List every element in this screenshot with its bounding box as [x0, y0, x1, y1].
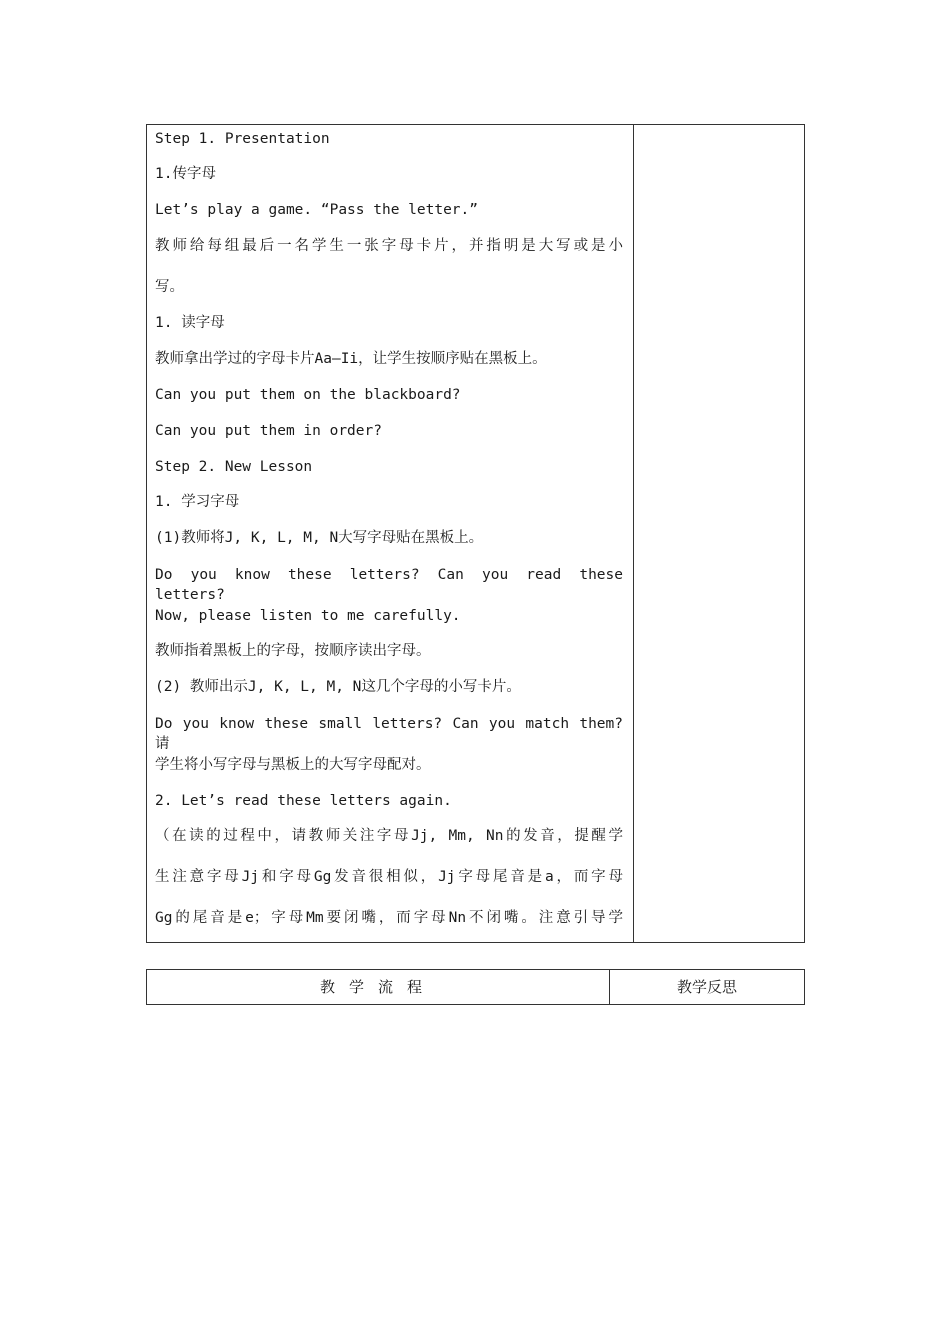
lesson-content-table	[146, 124, 805, 943]
text-line: Do you know these letters? Can you read these letters?	[155, 567, 623, 603]
text-line: Now, please listen to me carefully.	[155, 608, 461, 624]
header-table	[146, 969, 805, 1005]
text-line: 写。	[155, 279, 184, 295]
text-line: Step 2. New Lesson	[155, 459, 313, 475]
text-line: 生注意字母Jj和字母Gg发音很相似，Jj字母尾音是a，而字母	[155, 869, 623, 885]
text-line: Do you know these small letters? Can you match them?请	[155, 716, 623, 752]
text-line: 教师拿出学过的字母卡片Aa—Ii，让学生按顺序贴在黑板上。	[155, 351, 547, 367]
text-line: Step 1. Presentation	[155, 131, 330, 147]
text-line: Can you put them in order?	[155, 423, 382, 439]
text-line: 学生将小写字母与黑板上的大写字母配对。	[155, 757, 431, 773]
text-line: 1.传字母	[155, 166, 216, 182]
column-divider	[633, 125, 634, 942]
text-line: 教师指着黑板上的字母，按顺序读出字母。	[155, 643, 431, 659]
text-line: (2) 教师出示J, K, L, M, N这几个字母的小写卡片。	[155, 679, 521, 695]
teaching-reflection-header: 教学反思	[676, 978, 737, 996]
text-line: 1. 读字母	[155, 315, 225, 331]
text-line: 1. 学习字母	[155, 494, 240, 510]
text-line: (1)教师将J, K, L, M, N大写字母贴在黑板上。	[155, 530, 484, 546]
text-line: Let’s play a game. “Pass the letter.”	[155, 202, 479, 218]
text-line: Can you put them on the blackboard?	[155, 387, 461, 403]
text-line: Gg的尾音是e；字母Mm要闭嘴，而字母Nn不闭嘴。注意引导学	[155, 910, 623, 926]
text-line: 教师给每组最后一名学生一张字母卡片，并指明是大写或是小	[155, 238, 623, 254]
text-line: （在读的过程中，请教师关注字母Jj, Mm, Nn的发音，提醒学	[155, 828, 623, 844]
text-line: 2. Let’s read these letters again.	[155, 793, 452, 809]
teaching-process-header: 教学流程	[319, 978, 436, 996]
